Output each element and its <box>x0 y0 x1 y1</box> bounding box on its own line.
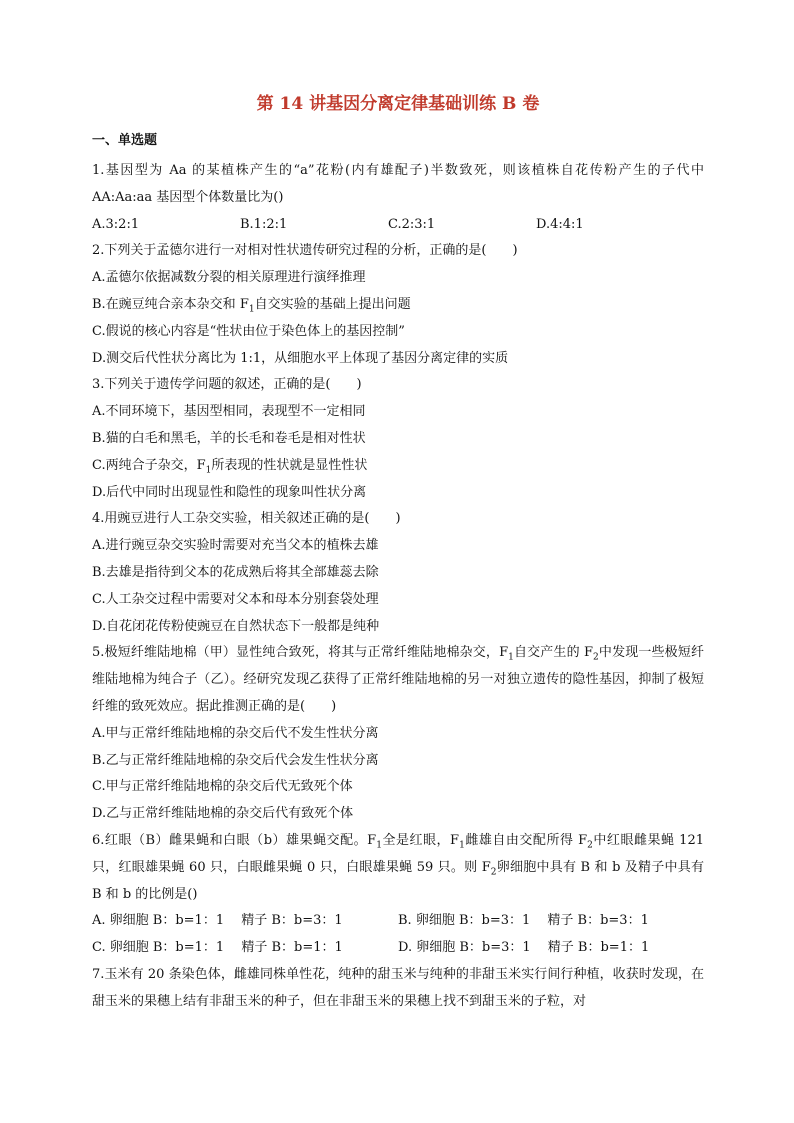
question-4-stem: 4.用豌豆进行人工杂交实验，相关叙述正确的是( ) <box>92 511 401 527</box>
option-c: C.人工杂交过程中需要对父本和母本分别套袋处理 <box>92 591 379 607</box>
option-d: D.后代中同时出现显性和隐性的现象叫性状分离 <box>92 484 367 500</box>
stem-part: 5.极短纤维陆地棉（甲）显性纯合致死，将其与正常纤维陆地棉杂交，F <box>92 645 509 661</box>
stem-part: 6.红眼（B）雌果蝇和白眼（b）雄果蝇交配。F <box>92 832 377 848</box>
stem-part: 中红眼雌果蝇 121 只，红眼雄果蝇 60 只，白眼雌果蝇 0 只，白眼雄果蝇 59 只。则 F <box>92 832 704 875</box>
page-title: 第 14 讲基因分离定律基础训练 B 卷 <box>256 94 540 114</box>
option-d: D.乙与正常纤维陆地棉的杂交后代有致死个体 <box>92 806 354 822</box>
option-a: A.进行豌豆杂交实验时需要对充当父本的植株去雄 <box>92 538 379 554</box>
subscript: 2 <box>593 652 599 663</box>
subscript: 1 <box>376 840 382 851</box>
question-1-stem: 1.基因型为 Aa 的某植株产生的“a”花粉(内有雄配子)半数致死，则该植株自花传粉产生的子代中 AA:Aa:aa 基因型个体数量比为() <box>92 163 704 205</box>
option-c-text: C.两纯合子杂交，F <box>92 457 206 473</box>
option-c: C.假说的核心内容是“性状由位于染色体上的基因控制” <box>92 323 405 339</box>
question-1-options <box>92 212 704 239</box>
option-b: B. 卵细胞 B：b=3：1 精子 B：b=3：1 <box>398 913 649 929</box>
option-a: A. 卵细胞 B：b=1：1 精子 B：b=3：1 <box>92 913 343 929</box>
question-6-options-row-1 <box>92 908 704 935</box>
subscript: 2 <box>490 867 497 878</box>
document-page <box>92 92 704 1016</box>
section-heading: 一、单选题 <box>92 133 158 148</box>
question-7-stem: 7.玉米有 20 条染色体，雌雄同株单性花，纯种的甜玉米与纯种的非甜玉米实行间行种植，收获时发现，在甜玉米的果穗上结有非甜玉米的种子，但在非甜玉米的果穗上找不到甜玉米的子粒，对 <box>92 966 704 1009</box>
option-b: B.1:2:1 <box>240 216 288 232</box>
option-b-text: B.在豌豆纯合亲本杂交和 F <box>92 296 249 312</box>
option-d: D.4:4:1 <box>536 216 584 232</box>
stem-part: 自交产生的 F <box>513 645 594 661</box>
option-a: A.不同环境下，基因型相同，表现型不一定相同 <box>92 404 366 420</box>
question-3-stem: 3.下列关于遗传学问题的叙述，正确的是( ) <box>92 377 362 393</box>
option-b: B.乙与正常纤维陆地棉的杂交后代会发生性状分离 <box>92 752 379 768</box>
stem-part: 卵细胞中具有 B 和 b 及精子中具有 B 和 b 的比例是() <box>92 859 704 902</box>
question-6-options-row-2 <box>92 935 704 962</box>
option-b <box>92 292 704 319</box>
subscript: 1 <box>248 304 255 315</box>
option-c: C. 卵细胞 B：b=1：1 精子 B：b=1：1 <box>92 940 343 956</box>
subscript: 2 <box>587 840 593 851</box>
option-d: D. 卵细胞 B：b=3：1 精子 B：b=1：1 <box>398 940 650 956</box>
question-6-stem <box>92 828 704 908</box>
option-a: A.甲与正常纤维陆地棉的杂交后代不发生性状分离 <box>92 725 379 741</box>
option-b: B.去雄是指待到父本的花成熟后将其全部雄蕊去除 <box>92 564 379 580</box>
option-c: C.2:3:1 <box>388 216 436 232</box>
question-5-stem <box>92 640 704 720</box>
stem-part: 全是红眼，F <box>381 832 460 848</box>
option-b: B.猫的白毛和黑毛，羊的长毛和卷毛是相对性状 <box>92 430 366 446</box>
option-c <box>92 453 704 480</box>
stem-part: 中发现一些极短纤维陆地棉为纯合子（乙）。经研究发现乙获得了正常纤维陆地棉的另一对独立遗传的隐性基因，抑制了极短纤维的致死效应。据此推测正确的是( ) <box>92 645 704 714</box>
option-a: A.孟德尔依据减数分裂的相关原理进行演绎推理 <box>92 270 366 286</box>
subscript: 1 <box>205 465 212 476</box>
subscript: 1 <box>459 840 465 851</box>
option-c: C.甲与正常纤维陆地棉的杂交后代无致死个体 <box>92 779 353 795</box>
option-c-tail: 所表现的性状就是显性性状 <box>211 457 368 473</box>
stem-part: 雌雄自由交配所得 F <box>464 832 588 848</box>
option-d: D.自花闭花传粉使豌豆在自然状态下一般都是纯种 <box>92 618 380 634</box>
option-d: D.测交后代性状分离比为 1:1，从细胞水平上体现了基因分离定律的实质 <box>92 350 509 366</box>
option-a: A.3:2:1 <box>92 216 140 232</box>
option-b-tail: 自交实验的基础上提出问题 <box>254 296 411 312</box>
subscript: 1 <box>508 652 514 663</box>
question-2-stem: 2.下列关于孟德尔进行一对相对性状遗传研究过程的分析，正确的是( ) <box>92 243 518 259</box>
